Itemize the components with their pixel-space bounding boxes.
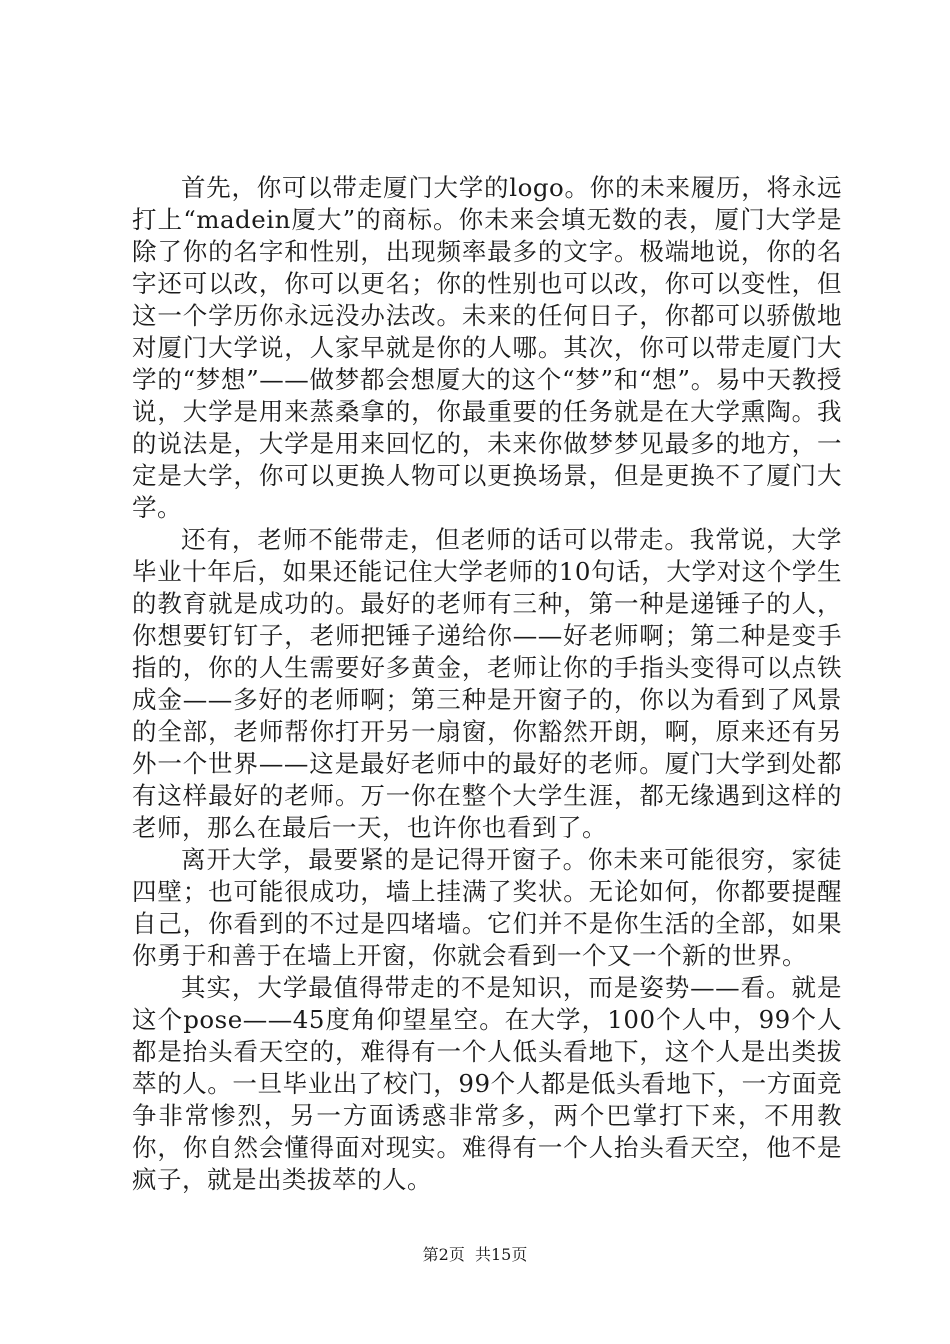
page-footer (0, 1245, 950, 1265)
paragraph-4: 其实，大学最值得带走的不是知识，而是姿势——看。就是这个pose——45度角仰望星空。在大学，100个人中，99个人都是抬头看天空的，难得有一个人低头看地下，这个人是出类拔萃的人。一旦毕业出了校门，99个人都是低头看地下，一方面竞争非常惨烈，另一方面诱惑非常多，两个巴掌打下来，不用教你，你自然会懂得面对现实。难得有一个人抬头看天空，他不是疯子，就是出类拔萃的人。 (132, 973, 842, 1194)
paragraph-1: 首先，你可以带走厦门大学的logo。你的未来履历，将永远打上“madein厦大”的商标。你未来会填无数的表，厦门大学是除了你的名字和性别，出现频率最多的文字。极端地说，你的名字还可以改，你可以更名；你的性别也可以改，你可以变性，但这一个学历你永远没办法改。未来的任何日子，你都可以骄傲地对厦门大学说，人家早就是你的人哪。其次，你可以带走厦门大学的“梦想”——做梦都会想厦大的这个“梦”和“想”。易中天教授说，大学是用来蒸桑拿的，你最重要的任务就是在大学熏陶。我的说法是，大学是用来回忆的，未来你做梦梦见最多的地方，一定是大学，你可以更换人物可以更换场景，但是更换不了厦门大学。 (132, 173, 842, 522)
paragraph-2: 还有，老师不能带走，但老师的话可以带走。我常说，大学毕业十年后，如果还能记住大学老师的10句话，大学对这个学生的教育就是成功的。最好的老师有三种，第一种是递锤子的人，你想要钉钉子，老师把锤子递给你——好老师啊；第二种是变手指的，你的人生需要好多黄金，老师让你的手指头变得可以点铁成金——多好的老师啊；第三种是开窗子的，你以为看到了风景的全部，老师帮你打开另一扇窗，你豁然开朗，啊，原来还有另外一个世界——这是最好老师中的最好的老师。厦门大学到处都有这样最好的老师。万一你在整个大学生涯，都无缘遇到这样的老师，那么在最后一天，也许你也看到了。 (132, 525, 842, 842)
page-number: 第2页 共15页 (422, 1245, 528, 1264)
document-body (132, 172, 842, 1196)
paragraph-3: 离开大学，最要紧的是记得开窗子。你未来可能很穷，家徒四壁；也可能很成功，墙上挂满了奖状。无论如何，你都要提醒自己，你看到的不过是四堵墙。它们并不是你生活的全部，如果你勇于和善于在墙上开窗，你就会看到一个又一个新的世界。 (132, 845, 842, 970)
